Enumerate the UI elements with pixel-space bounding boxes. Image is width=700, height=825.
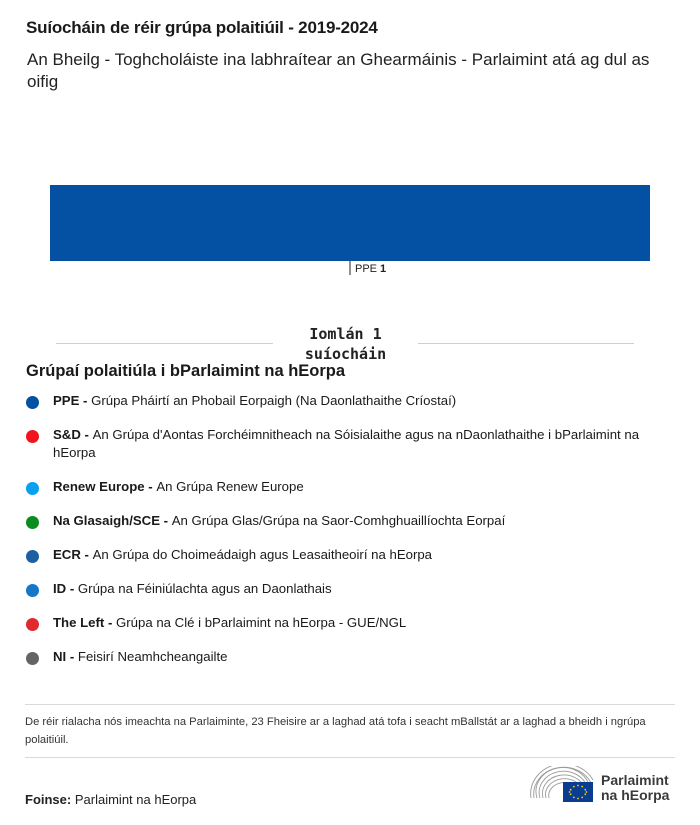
source <box>25 792 196 807</box>
legend-swatch <box>26 396 39 409</box>
legend-swatch <box>26 482 39 495</box>
footnote: De réir rialacha nós imeachta na Parlaiminte, 23 Fheisire ar a laghad atá tofa i seacht mBallstát ar a laghad a bheidh i ngrúpa polaitiúil. <box>25 716 646 746</box>
legend-item <box>26 546 676 564</box>
bar-label: PPE 1 <box>355 263 387 275</box>
legend-title: Grúpaí polaitiúla i bParlaimint na hEorpa <box>26 362 346 380</box>
legend-swatch <box>26 652 39 665</box>
legend-name: An Grúpa Glas/Grúpa na Saor-Comhghuaillíochta Eorpaí <box>171 513 506 528</box>
divider-line <box>56 343 273 344</box>
total-label <box>273 324 418 364</box>
legend-abbr: The Left - <box>53 615 117 630</box>
legend-name: Grúpa na Féiniúlachta agus an Daonlathais <box>77 581 332 596</box>
legend-item <box>26 426 676 462</box>
source-value: Parlaimint na hEorpa <box>74 792 197 807</box>
legend-abbr: PPE - <box>53 393 92 408</box>
total-line2: suíocháin <box>304 345 387 363</box>
legend-name: Grúpa Pháirtí an Phobail Eorpaigh (Na Daonlathaithe Críostaí) <box>91 393 457 408</box>
legend-name: Grúpa na Clé i bParlaimint na hEorpa - GUE/NGL <box>116 615 407 630</box>
legend-abbr: ECR - <box>53 547 93 562</box>
hemicycle-icon <box>529 766 599 806</box>
legend-swatch <box>26 430 39 443</box>
bar-segment-ppe <box>50 185 650 261</box>
legend-swatch <box>26 584 39 597</box>
legend-name: An Grúpa Renew Europe <box>156 479 304 494</box>
legend-name: Feisirí Neamhcheangailte <box>77 649 228 664</box>
divider-line <box>418 343 634 344</box>
seat-bar-chart <box>0 160 700 290</box>
legend-abbr: S&D - <box>53 427 93 442</box>
legend-name: An Grúpa d'Aontas Forchéimnitheach na Sóisialaithe agus na nDaonlathaithe i bParlaimint na hEorpa <box>53 427 640 460</box>
legend-name: An Grúpa do Choimeádaigh agus Leasaitheoirí na hEorpa <box>92 547 433 562</box>
chart-subtitle: An Bheilg - Toghcholáiste ina labhraítear an Ghearmáinis - Parlaimint atá ag dul as oifig <box>27 50 650 91</box>
legend-abbr: NI - <box>53 649 78 664</box>
logo-text <box>601 773 669 803</box>
total-seats <box>56 324 634 364</box>
legend-abbr: ID - <box>53 581 78 596</box>
legend <box>26 392 676 682</box>
divider <box>25 704 675 705</box>
source-label: Foinse: <box>25 792 72 807</box>
legend-abbr: Renew Europe - <box>53 479 157 494</box>
legend-swatch <box>26 618 39 631</box>
logo-line2: na hEorpa <box>601 787 670 803</box>
chart-title: Suíocháin de réir grúpa polaitiúil - 2019-2024 <box>26 18 378 37</box>
divider <box>25 757 675 758</box>
legend-swatch <box>26 550 39 563</box>
legend-item <box>26 478 676 496</box>
legend-item <box>26 614 676 632</box>
legend-item <box>26 512 676 530</box>
legend-swatch <box>26 516 39 529</box>
legend-item <box>26 580 676 598</box>
european-parliament-logo <box>529 766 679 806</box>
legend-item <box>26 392 676 410</box>
legend-item <box>26 648 676 666</box>
legend-abbr: Na Glasaigh/SCE - <box>53 513 172 528</box>
logo-line1: Parlaimint <box>601 772 669 788</box>
total-line1: Iomlán 1 <box>309 325 382 343</box>
